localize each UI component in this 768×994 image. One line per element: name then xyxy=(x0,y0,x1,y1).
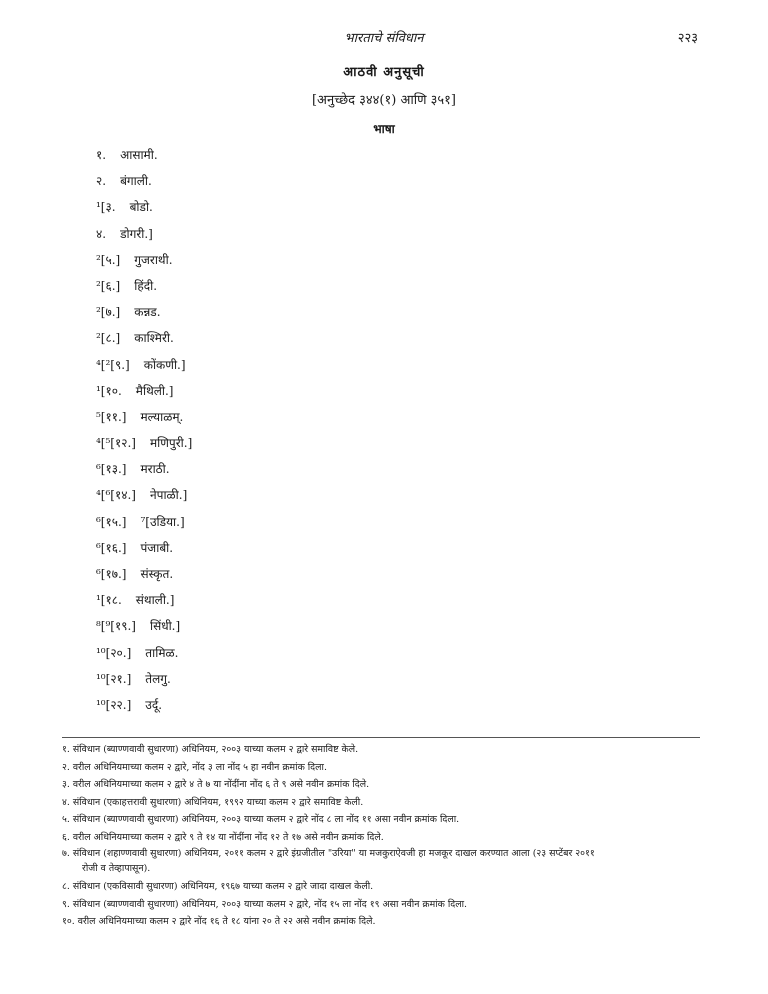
language-number: ५.] xyxy=(105,252,121,267)
language-prefix: ⁴[²[ xyxy=(96,357,115,372)
language-item xyxy=(96,198,192,224)
footnote: ३. वरील अधिनियमाच्या कलम २ द्वारे ४ ते ७ या नोंदींना नोंद ६ ते ९ असे नवीन क्रमांक दिले. xyxy=(62,779,370,790)
language-number: ९.] xyxy=(114,357,130,372)
language-name: मल्याळम्. xyxy=(140,409,184,424)
language-name: हिंदी. xyxy=(134,278,158,293)
language-item xyxy=(96,434,192,460)
language-item xyxy=(96,591,192,617)
language-name: ⁷[उडिया.] xyxy=(140,514,185,529)
language-item xyxy=(96,277,192,303)
language-number: १९.] xyxy=(114,619,136,634)
language-prefix: ⁴[⁶[ xyxy=(96,488,115,503)
language-prefix: ¹⁰[ xyxy=(96,671,111,686)
schedule-title: आठवी अनुसूची xyxy=(343,65,425,80)
language-prefix: ¹⁰[ xyxy=(96,645,111,660)
language-prefix: ¹[ xyxy=(96,200,106,215)
language-name: मैथिली.] xyxy=(135,383,174,398)
footnote: ४. संविधान (एकाहत्तरावी सुधारणा) अधिनियम, १९९२ याच्या कलम २ द्वारे समाविष्ट केली. xyxy=(62,796,364,808)
articles-reference: [अनुच्छेद ३४४(१) आणि ३५१] xyxy=(311,93,456,108)
language-item xyxy=(96,172,192,198)
language-item xyxy=(96,565,192,591)
language-prefix: ²[ xyxy=(96,278,106,293)
language-item xyxy=(96,670,192,696)
language-number: ७.] xyxy=(105,305,121,320)
language-item xyxy=(96,303,192,329)
language-name: नेपाळी.] xyxy=(149,488,188,503)
language-number: ४. xyxy=(96,226,107,241)
language-name: मणिपुरी.] xyxy=(149,436,193,451)
language-number: २२.] xyxy=(110,697,132,712)
language-item xyxy=(96,513,192,539)
language-number: ११.] xyxy=(105,409,127,424)
language-name: उर्दू. xyxy=(145,697,163,712)
language-prefix: ²[ xyxy=(96,305,106,320)
language-number: ६.] xyxy=(105,278,121,293)
footnote: ९. संविधान (ब्याण्णवावी सुधारणा) अधिनियम, २००३ याच्या कलम २ द्वारे, नोंद १५ ला नोंद १९ असा नवीन क्रमांक दिला. xyxy=(62,898,467,910)
language-item xyxy=(96,382,192,408)
language-number: २. xyxy=(96,174,107,189)
language-number: १८. xyxy=(105,593,122,608)
language-prefix: ¹[ xyxy=(96,383,106,398)
language-prefix: ²[ xyxy=(96,331,106,346)
language-number: १०. xyxy=(105,383,122,398)
language-number: ८.] xyxy=(105,331,121,346)
page-number: २२३ xyxy=(677,31,698,46)
language-name: कोंकणी.] xyxy=(143,357,186,372)
language-prefix: ⁶[ xyxy=(96,540,106,555)
language-number: १३.] xyxy=(105,462,127,477)
language-number: १६.] xyxy=(105,540,127,555)
language-name: मराठी. xyxy=(140,462,170,477)
language-item xyxy=(96,486,192,512)
language-item xyxy=(96,225,192,251)
language-item xyxy=(96,251,192,277)
footnote xyxy=(62,846,702,878)
language-item xyxy=(96,696,192,722)
language-number: १. xyxy=(96,148,107,162)
language-name: सिंधी.] xyxy=(149,619,181,634)
footnote: २. वरील अधिनियमाच्या कलम २ द्वारे, नोंद ३ ला नोंद ५ हा नवीन क्रमांक दिला. xyxy=(62,761,327,773)
language-number: २०.] xyxy=(110,645,132,660)
language-item xyxy=(96,644,192,670)
footnote: ६. वरील अधिनियमाच्या कलम २ द्वारे ९ ते १४ या नोंदींना नोंद १२ ते १७ असे नवीन क्रमांक दिले. xyxy=(62,831,384,843)
footnote-line: ७. संविधान (शहाण्णवावी सुधारणा) अधिनियम, २०११ कलम २ द्वारे इंग्रजीतील "उरिया" या मजकुराऐवजी हा मजकूर दाखल करण्यात आला (२३ सप्टेंबर २०११ xyxy=(62,848,595,859)
language-name: तेलगु. xyxy=(145,671,171,686)
footnote: ८. संविधान (एकविसावी सुधारणा) अधिनियम, १९६७ याच्या कलम २ द्वारे जादा दाखल केली. xyxy=(62,881,374,892)
language-name: संस्कृत. xyxy=(140,567,174,581)
footnote: १. संविधान (ब्याण्णवावी सुधारणा) अधिनियम, २००३ याच्या कलम २ द्वारे समाविष्ट केले. xyxy=(62,744,359,755)
language-prefix: ⁶[ xyxy=(96,514,106,529)
language-prefix: ²[ xyxy=(96,252,106,267)
footnote-continuation: रोजी व तेव्हापासून). xyxy=(82,863,151,874)
language-item xyxy=(96,356,192,382)
language-name: तामिळ. xyxy=(145,645,179,660)
language-name: बोडो. xyxy=(129,200,153,215)
language-name: आसामी. xyxy=(120,148,158,162)
language-prefix: ⁶[ xyxy=(96,462,106,477)
language-item xyxy=(96,408,192,434)
language-prefix: ¹[ xyxy=(96,593,106,608)
language-prefix: ⁴[⁵[ xyxy=(96,436,115,451)
language-prefix: ⁶[ xyxy=(96,567,106,581)
language-name: गुजराथी. xyxy=(134,252,173,267)
language-number: १४.] xyxy=(114,488,136,503)
footnote: ५. संविधान (ब्याण्णवावी सुधारणा) अधिनियम, २००३ याच्या कलम २ द्वारे नोंद ८ ला नोंद ११ असा नवीन क्रमांक दिला. xyxy=(62,814,460,825)
language-name: काश्मिरी. xyxy=(134,331,174,346)
language-item xyxy=(96,617,192,643)
footnotes xyxy=(62,741,702,931)
language-name: पंजाबी. xyxy=(140,540,174,555)
language-number: १५.] xyxy=(105,514,127,529)
language-item xyxy=(96,460,192,486)
language-name: डोगरी.] xyxy=(120,226,153,241)
language-number: १२.] xyxy=(114,436,136,451)
language-prefix: ⁵[ xyxy=(96,409,106,424)
running-title: भारताचे संविधान xyxy=(344,31,424,46)
language-name: संथाली.] xyxy=(135,593,175,608)
language-number: २१.] xyxy=(110,671,132,686)
language-name: बंगाली. xyxy=(120,174,152,189)
language-name: कन्नड. xyxy=(134,305,161,320)
language-number: ३. xyxy=(105,200,116,215)
footnote-divider xyxy=(62,737,700,738)
section-heading: भाषा xyxy=(373,122,395,136)
language-prefix: ⁸[⁹[ xyxy=(96,619,115,634)
language-item xyxy=(96,539,192,565)
language-item xyxy=(96,329,192,355)
language-number: १७.] xyxy=(105,567,127,581)
language-list xyxy=(96,146,192,722)
language-prefix: ¹⁰[ xyxy=(96,697,111,712)
footnote: १०. वरील अधिनियमाच्या कलम २ द्वारे नोंद १६ ते १८ यांना २० ते २२ असे नवीन क्रमांक दिले. xyxy=(62,916,376,927)
language-item xyxy=(96,146,192,172)
